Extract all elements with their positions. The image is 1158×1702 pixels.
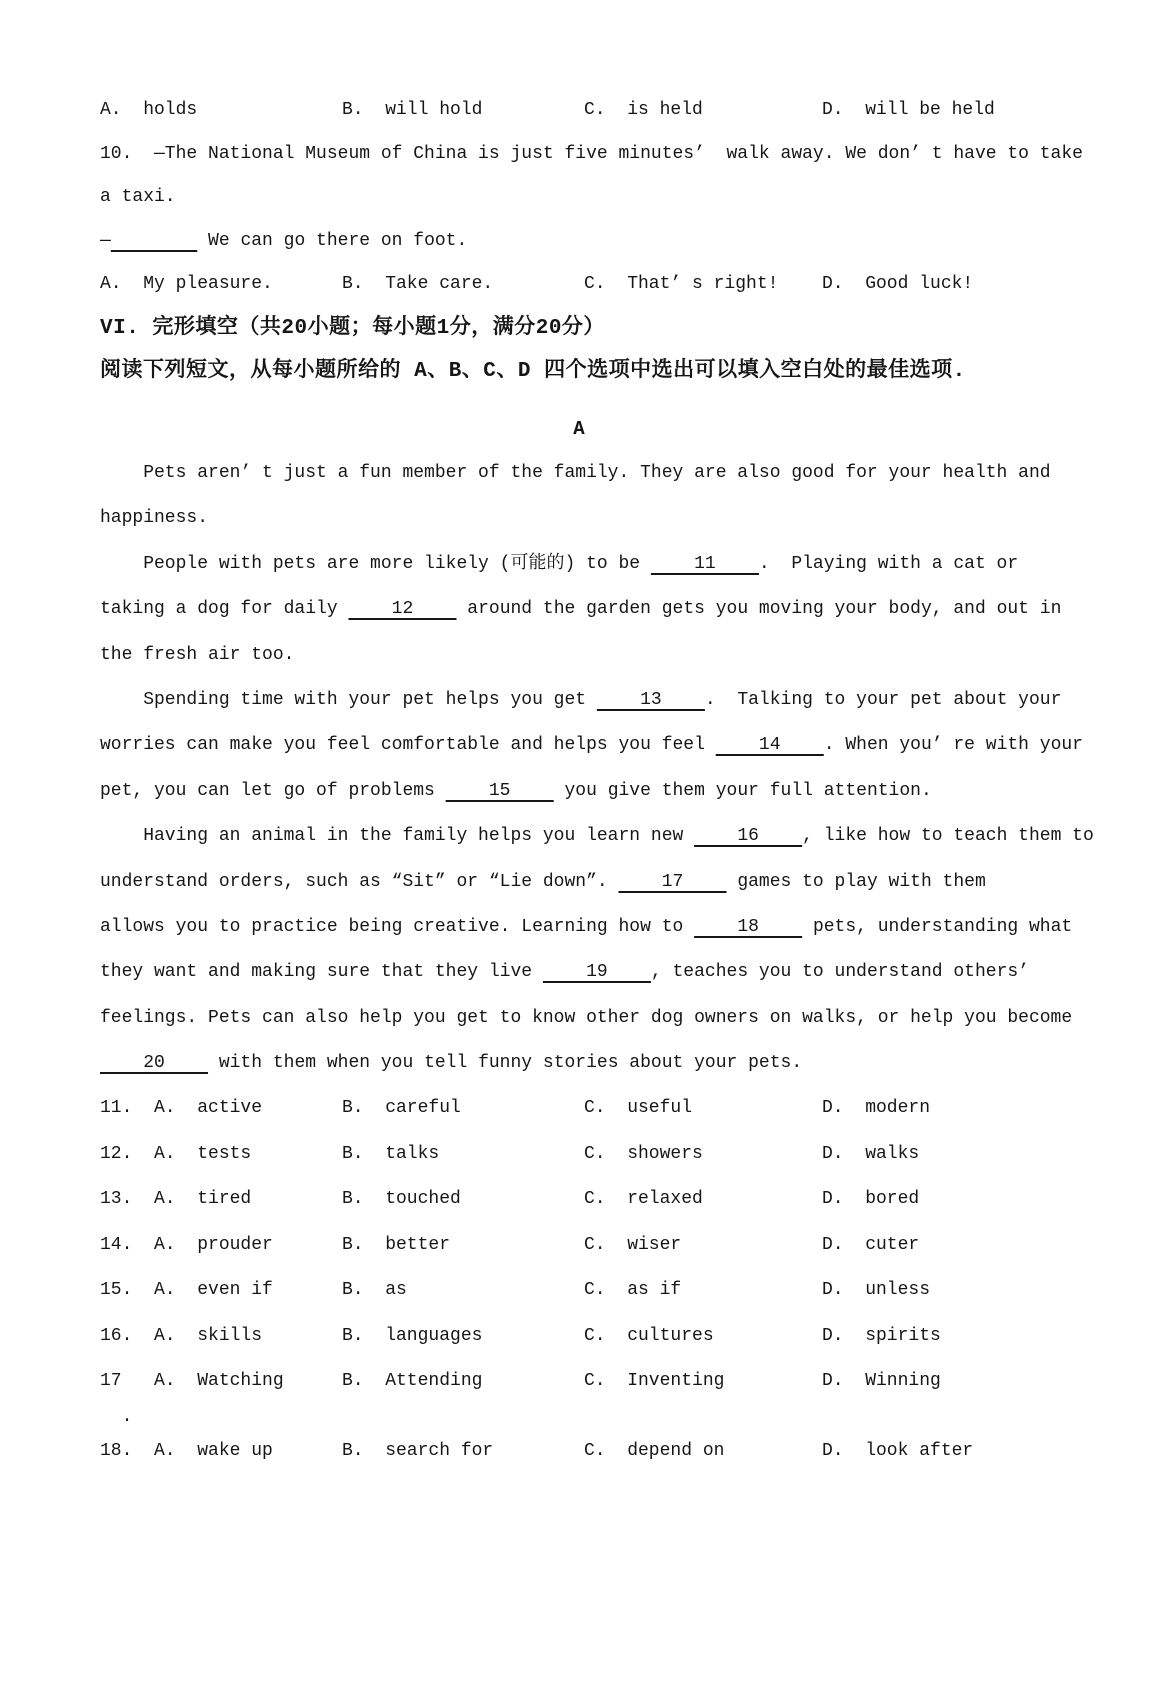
cloze-blank: 20	[100, 1053, 209, 1074]
text-segment: Having an animal in the family helps you learn new	[100, 826, 695, 847]
q18-option-c: C. depend on	[584, 1440, 725, 1461]
text-segment: you give them your full attention.	[553, 780, 932, 801]
q14-options-row	[100, 1223, 1058, 1269]
passage-label: A	[573, 417, 585, 440]
q10-option-a: A. My pleasure.	[100, 274, 273, 294]
q11-option-b: B. careful	[342, 1098, 461, 1119]
q10-option-c: C. That’ s right!	[584, 274, 779, 294]
q17-option-a: 17 A. Watching	[100, 1371, 284, 1392]
q12-option-d: D. walks	[822, 1143, 920, 1164]
cloze-blank: 15	[445, 780, 554, 801]
text-segment: —	[100, 230, 111, 251]
q12-options-row	[100, 1132, 1058, 1178]
passage-line-12	[100, 950, 1058, 995]
q13-option-d: D. bored	[822, 1189, 920, 1210]
q16-option-b: B. languages	[342, 1325, 483, 1346]
text-segment: , teaches you to understand others’	[650, 962, 1029, 983]
q14-option-a: 14. A. prouder	[100, 1234, 273, 1255]
q16-option-c: C. cultures	[584, 1325, 714, 1346]
q9-options-row	[100, 89, 1058, 133]
q14-option-b: B. better	[342, 1234, 451, 1255]
q10-reply-line	[100, 220, 1058, 264]
text-segment: worries can make you feel comfortable and helps you feel	[100, 735, 716, 756]
q13-option-b: B. touched	[342, 1189, 461, 1210]
passage-line-5	[100, 633, 1058, 678]
passage-line-13	[100, 996, 1073, 1041]
q11-option-c: C. useful	[584, 1098, 693, 1119]
passage-line-2	[100, 496, 1058, 541]
q9-option-c: C. is held	[584, 100, 703, 120]
text-segment: People with pets are more likely (可能的) to be	[100, 553, 651, 574]
cloze-blank: 12	[348, 599, 457, 620]
cloze-blank: 11	[650, 553, 759, 574]
q11-option-d: D. modern	[822, 1098, 931, 1119]
q17-option-b: B. Attending	[342, 1371, 483, 1392]
q15-option-a: 15. A. even if	[100, 1280, 273, 1301]
q12-option-c: C. showers	[584, 1143, 703, 1164]
cloze-blank: 16	[694, 826, 803, 847]
q14-option-d: D. cuter	[822, 1234, 920, 1255]
q15-option-b: B. as	[342, 1280, 407, 1301]
text-segment: allows you to practice being creative. Learning how to	[100, 916, 695, 937]
q15-option-d: D. unless	[822, 1280, 931, 1301]
q11-option-a: 11. A. active	[100, 1098, 263, 1119]
passage-line-1	[100, 451, 1058, 496]
q16-option-d: D. spirits	[822, 1325, 941, 1346]
text-segment: the fresh air too.	[100, 644, 295, 665]
text-segment: We can go there on foot.	[197, 230, 468, 251]
q13-option-c: C. relaxed	[584, 1189, 703, 1210]
passage-line-10	[100, 860, 1058, 905]
q9-option-b: B. will hold	[342, 100, 483, 120]
q14-option-c: C. wiser	[584, 1234, 682, 1255]
q18-options-row	[100, 1429, 1058, 1475]
text-segment: games to play with them	[726, 871, 986, 892]
q10-stem-line-1: 10. —The National Museum of China is just five minutes’ walk away. We don’ t have to take	[100, 143, 1083, 164]
q17-options-row	[100, 1359, 1058, 1405]
passage-line-8	[100, 769, 1058, 814]
cloze-blank: 19	[542, 962, 651, 983]
q12-option-a: 12. A. tests	[100, 1143, 252, 1164]
q15-option-c: C. as if	[584, 1280, 682, 1301]
passage-line-14	[100, 1041, 1058, 1086]
text-segment: taking a dog for daily	[100, 599, 349, 620]
text-segment: Pets aren’ t just a fun member of the family. They are also good for your health and	[100, 463, 1051, 483]
passage-line-4	[100, 587, 1062, 632]
section-vi-heading: VI. 完形填空（共20小题；每小题1分，满分20分）	[100, 316, 605, 340]
cloze-blank: 18	[694, 916, 803, 937]
text-segment: Spending time with your pet helps you get	[100, 689, 597, 710]
text-segment: pets, understanding what	[802, 916, 1073, 937]
q17-wrapped-period: .	[100, 1406, 133, 1427]
q10-option-d: D. Good luck!	[822, 274, 974, 294]
text-segment: . When you’ re with your	[823, 735, 1083, 756]
passage-line-3	[100, 542, 1058, 587]
text-segment: with them when you tell funny stories about your pets.	[208, 1053, 803, 1074]
passage-line-11	[100, 905, 1073, 950]
q10-stem-line-2: a taxi.	[100, 187, 176, 207]
passage-line-9	[100, 814, 1094, 859]
q10-options-row	[100, 263, 1058, 307]
exam-page-content	[100, 89, 1094, 1474]
text-segment: , like how to teach them to	[802, 826, 1094, 847]
q9-option-d: D. will be held	[822, 100, 995, 120]
cloze-blank: 17	[618, 871, 727, 892]
q17-option-d: D. Winning	[822, 1371, 941, 1392]
q13-options-row	[100, 1177, 1058, 1223]
text-segment: feelings. Pets can also help you get to know other dog owners on walks, or help you become	[100, 1007, 1073, 1028]
q12-option-b: B. talks	[342, 1143, 440, 1164]
passage-line-6	[100, 678, 1062, 723]
q17-option-c: C. Inventing	[584, 1371, 725, 1392]
q18-option-d: D. look after	[822, 1440, 974, 1461]
text-segment: they want and making sure that they live	[100, 962, 543, 983]
passage-line-7	[100, 723, 1083, 768]
text-segment: pet, you can let go of problems	[100, 780, 446, 801]
q13-option-a: 13. A. tired	[100, 1189, 252, 1210]
cloze-blank: 14	[715, 735, 824, 756]
q16-option-a: 16. A. skills	[100, 1325, 263, 1346]
text-segment: around the garden gets you moving your body, and out in	[456, 599, 1062, 620]
q18-option-a: 18. A. wake up	[100, 1440, 273, 1461]
text-segment: understand orders, such as “Sit” or “Lie down”.	[100, 871, 619, 892]
q15-options-row	[100, 1268, 1058, 1314]
q18-option-b: B. search for	[342, 1440, 494, 1461]
text-segment: . Talking to your pet about your	[704, 689, 1062, 710]
section-vi-instructions: 阅读下列短文，从每小题所给的 A、B、C、D 四个选项中选出可以填入空白处的最佳选项.	[100, 360, 966, 383]
q10-option-b: B. Take care.	[342, 274, 494, 294]
q9-option-a: A. holds	[100, 100, 198, 120]
text-segment: happiness.	[100, 508, 209, 529]
text-segment: . Playing with a cat or	[758, 553, 1019, 574]
cloze-blank: 13	[596, 689, 705, 710]
q11-options-row	[100, 1086, 1058, 1132]
q16-options-row	[100, 1314, 1058, 1360]
